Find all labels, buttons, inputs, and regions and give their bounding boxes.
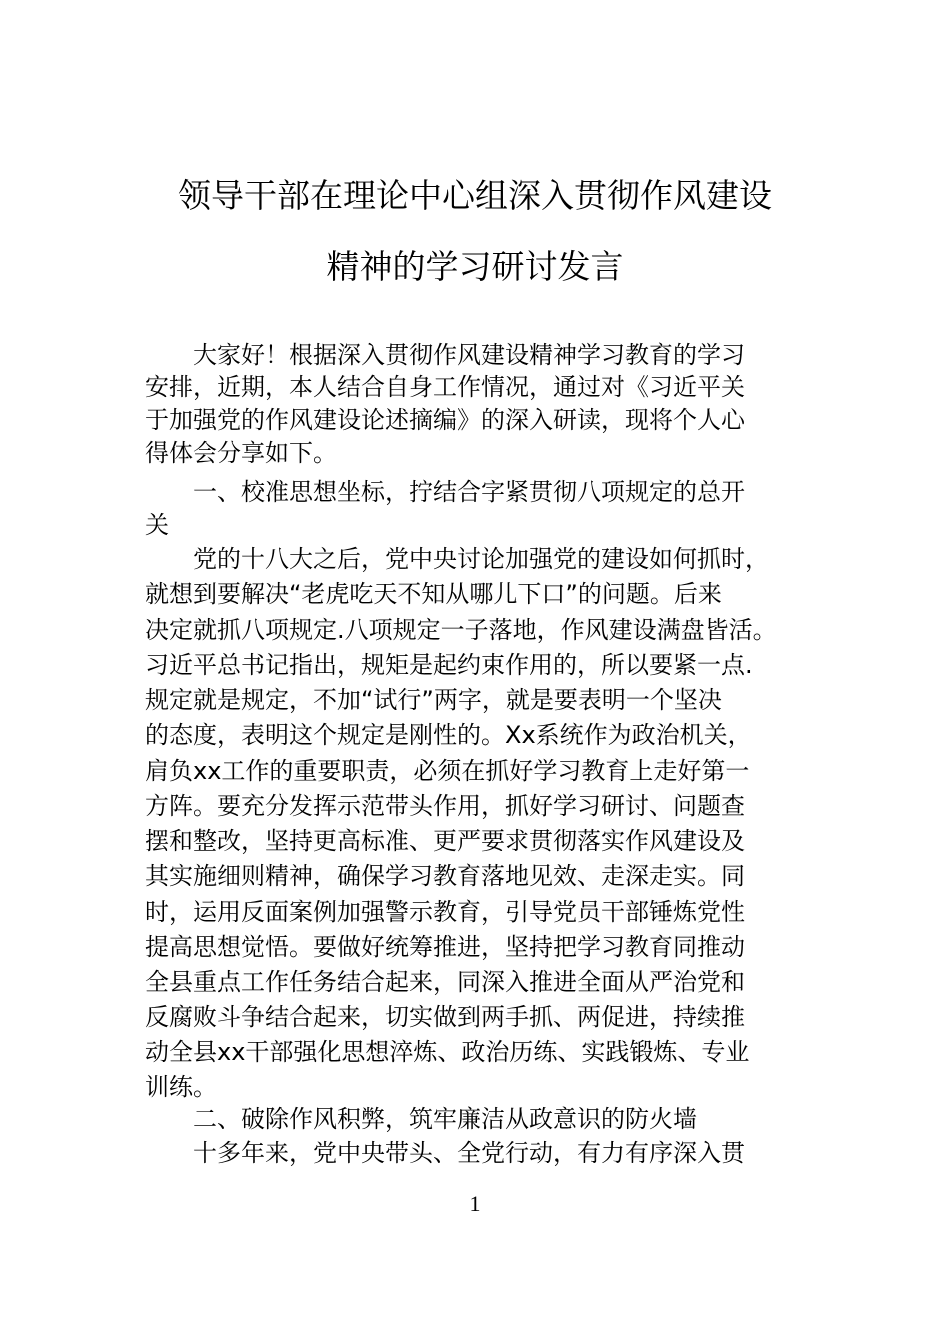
page-number: 1 bbox=[469, 1191, 481, 1216]
section-heading-line: 一、校准思想坐标，拧结合字紧贯彻八项规定的总开 bbox=[193, 478, 745, 506]
paragraph-line: 的态度，表明这个规定是刚性的。Xx系统作为政治机关， bbox=[145, 721, 752, 749]
document-title-line-2: 精神的学习研讨发言 bbox=[326, 247, 624, 286]
paragraph-line: 得体会分享如下。 bbox=[145, 439, 337, 467]
paragraph-line: 动全县xx干部强化思想淬炼、政治历练、实践锻炼、专业 bbox=[145, 1038, 750, 1066]
paragraph-line: 决定就抓八项规定.八项规定一子落地，作风建设满盘皆活。 bbox=[145, 616, 777, 644]
paragraph-line: 肩负xx工作的重要职责，必须在抓好学习教育上走好第一 bbox=[145, 757, 750, 785]
paragraph-line: 摆和整改，坚持更高标准、更严要求贯彻落实作风建设及 bbox=[145, 827, 745, 855]
paragraph-line: 就想到要解决“老虎吃天不知从哪儿下口”的问题。后来 bbox=[145, 580, 722, 608]
paragraph-line: 于加强党的作风建设论述摘编》的深入研读，现将个人心 bbox=[145, 406, 745, 434]
paragraph-line: 大家好！根据深入贯彻作风建设精神学习教育的学习 bbox=[193, 341, 745, 369]
paragraph-line: 全县重点工作任务结合起来，同深入推进全面从严治党和 bbox=[145, 968, 745, 996]
paragraph-line: 反腐败斗争结合起来，切实做到两手抓、两促进，持续推 bbox=[145, 1003, 745, 1031]
paragraph-line: 党的十八大之后，党中央讨论加强党的建设如何抓时， bbox=[193, 545, 769, 573]
paragraph-line: 习近平总书记指出，规矩是起约束作用的，所以要紧一点. bbox=[145, 651, 753, 679]
section-heading-line: 关 bbox=[145, 511, 169, 539]
paragraph-line: 时，运用反面案例加强警示教育，引导党员干部锤炼党性 bbox=[145, 898, 745, 926]
paragraph-line: 其实施细则精神，确保学习教育落地见效、走深走实。同 bbox=[145, 862, 745, 890]
paragraph-line: 训练。 bbox=[145, 1073, 217, 1101]
paragraph-line: 安排，近期，本人结合自身工作情况，通过对《习近平关 bbox=[145, 373, 745, 401]
document-title-line-1: 领导干部在理论中心组深入贯彻作风建设 bbox=[178, 176, 772, 215]
paragraph-line: 规定就是规定，不加“试行”两字，就是要表明一个坚决 bbox=[145, 686, 722, 714]
paragraph-line: 十多年来，党中央带头、全党行动，有力有序深入贯 bbox=[193, 1139, 745, 1167]
paragraph-line: 方阵。要充分发挥示范带头作用，抓好学习研讨、问题查 bbox=[145, 792, 745, 820]
section-heading-line: 二、破除作风积弊，筑牢廉洁从政意识的防火墙 bbox=[193, 1105, 697, 1133]
paragraph-line: 提高思想觉悟。要做好统筹推进，坚持把学习教育同推动 bbox=[145, 933, 745, 961]
